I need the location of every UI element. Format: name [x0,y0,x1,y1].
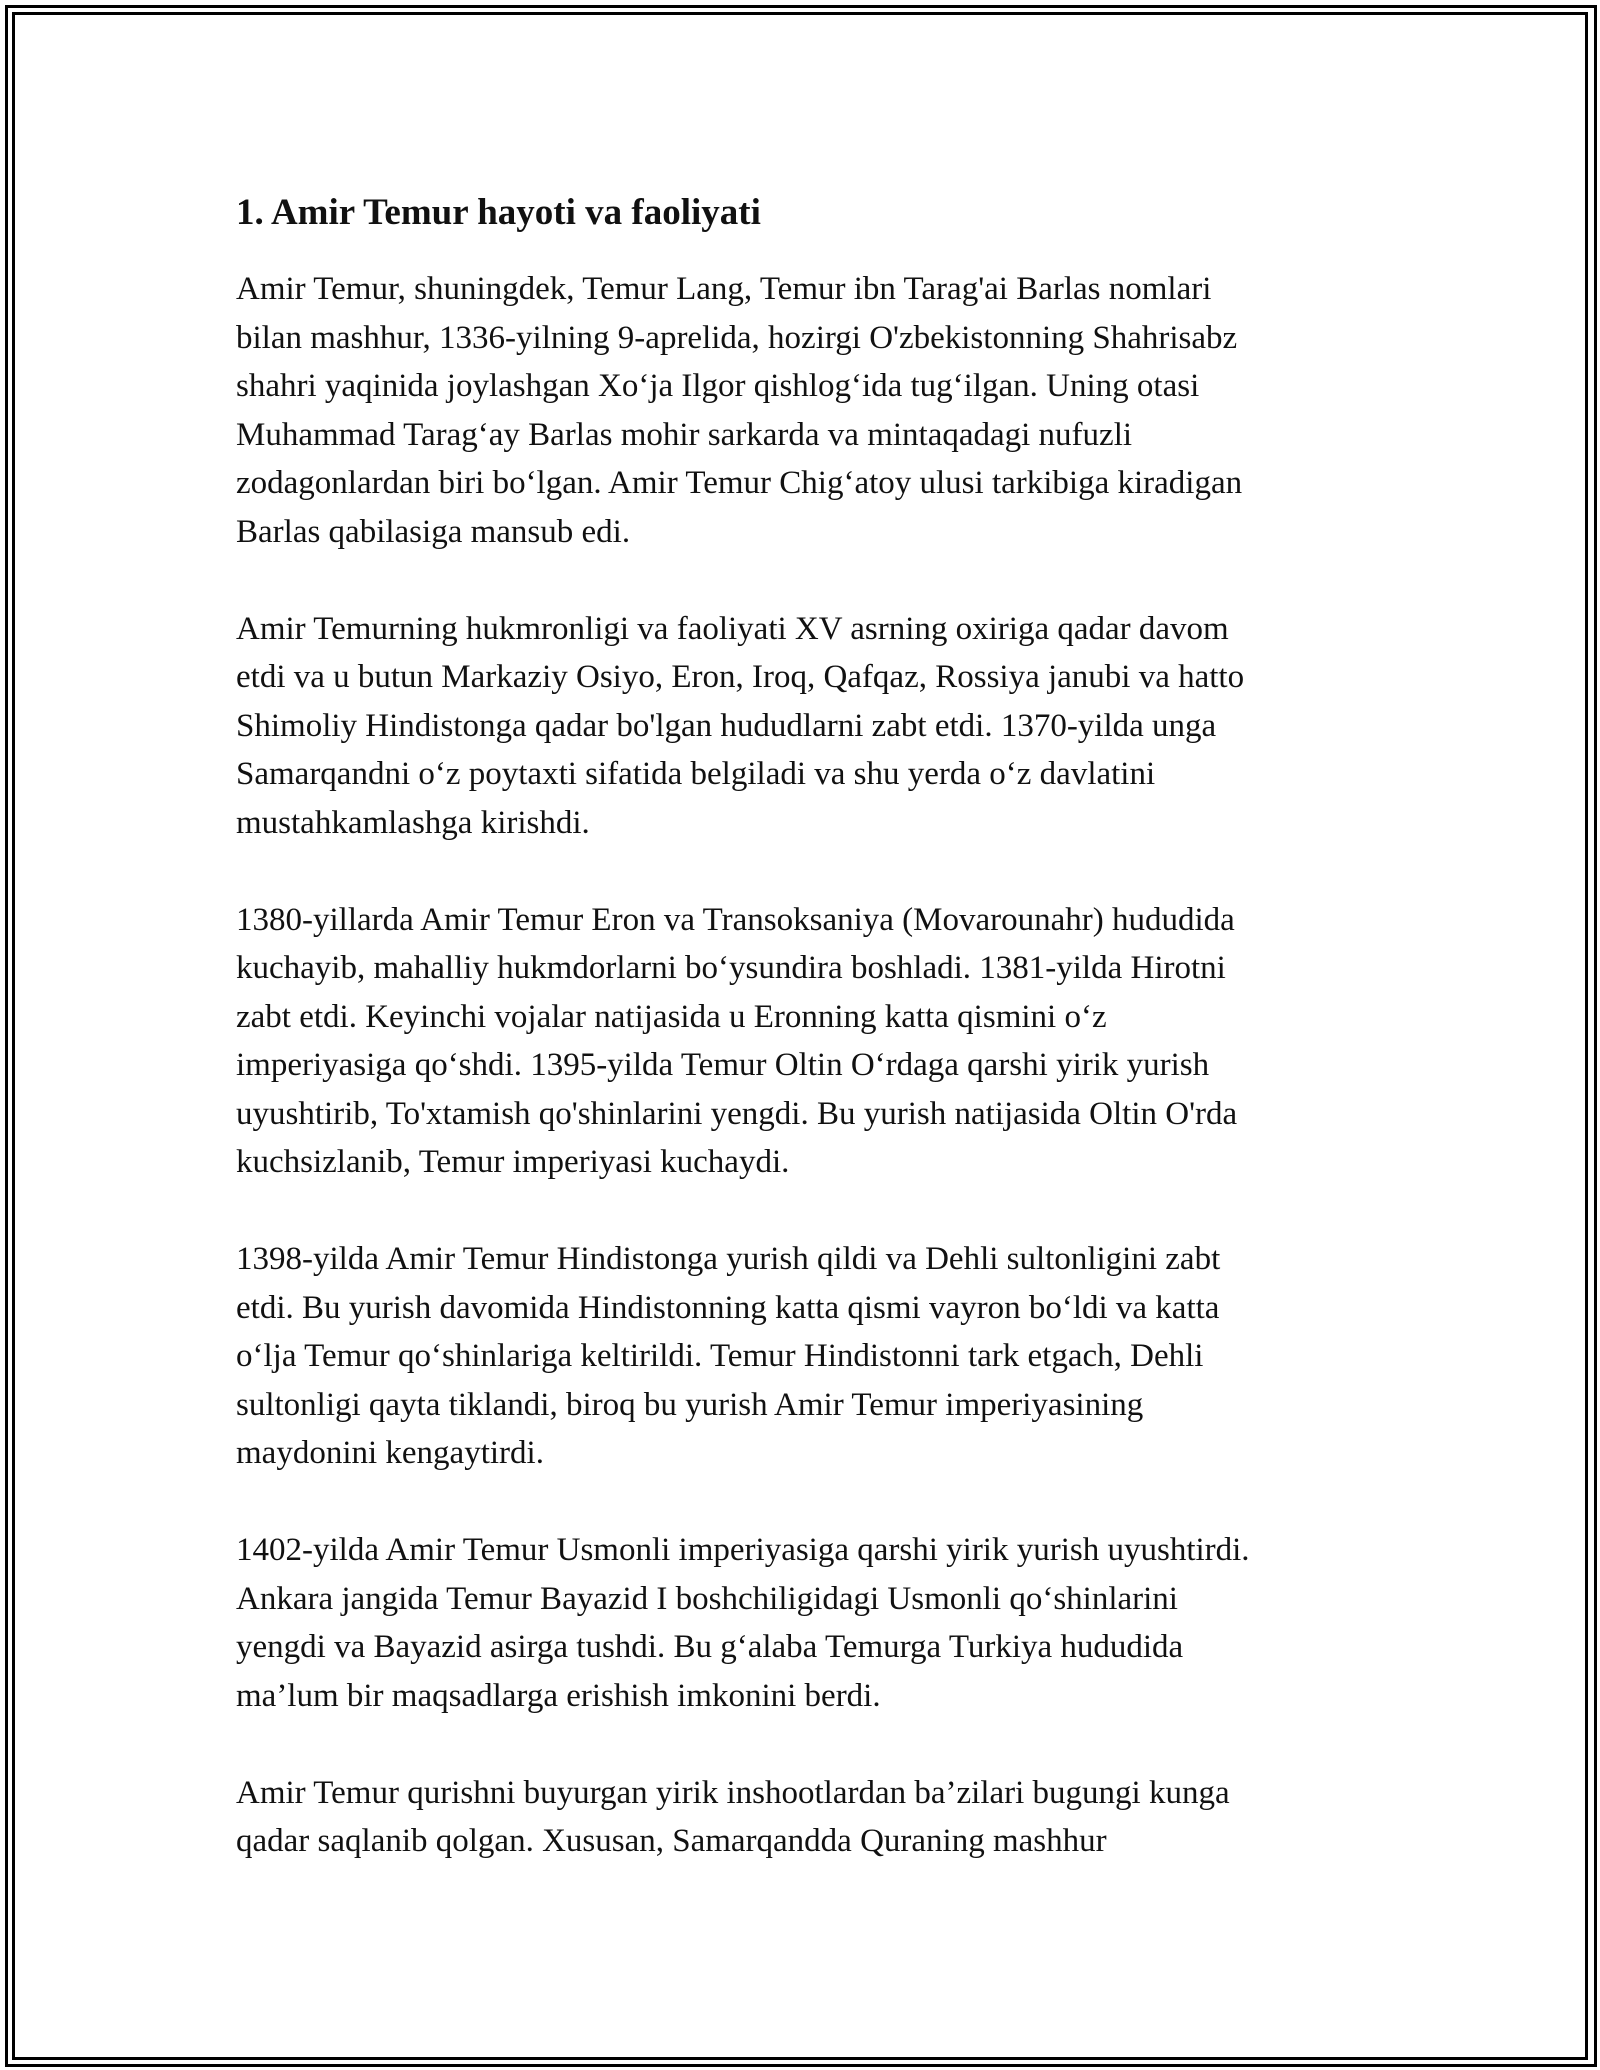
section-heading: 1. Amir Temur hayoti va faoliyati [236,192,761,233]
paragraph-india: 1398-yilda Amir Temur Hindistonga yurish qildi va Dehli sultonligini zabt etdi. Bu yurish davomida Hindistonning katta qismi vayron bo‘ldi va katta o‘lja Temur qo‘shinlariga keltirildi. Temur Hindistonni tark etgach, Dehli sultonligi qayta tiklandi, biroq bu yurish Amir Temur imperiyasining maydonini kengaytirdi. [236,1241,1221,1471]
document-body [236,185,1376,1914]
paragraph-1380s: 1380-yillarda Amir Temur Eron va Transoksaniya (Movarounahr) hududida kuchayib, mahalliy hukmdorlarni bo‘ysundira boshladi. 1381-yilda Hirotni zabt etdi. Keyinchi vojalar natijasida u Eronning katta qismini o‘z imperiyasiga qo‘shdi. 1395-yilda Temur Oltin O‘rdaga qarshi yirik yurish uyushtirib, To'xtamish qo'shinlarini yengdi. Bu yurish natijasida Oltin O'rda kuchsizlanib, Temur imperiyasi kuchaydi. [236,901,1238,1180]
paragraph-ottoman: 1402-yilda Amir Temur Usmonli imperiyasiga qarshi yirik yurish uyushtirdi. Ankara jangida Temur Bayazid I boshchiligidagi Usmonli qo‘shinlarini yengdi va Bayazid asirga tushdi. Bu g‘alaba Temurga Turkiya hududida ma’lum bir maqsadlarga erishish imkonini berdi. [236,1532,1250,1714]
paragraph-birth: Amir Temur, shuningdek, Temur Lang, Temur ibn Tarag'ai Barlas nomlari bilan mashhur, 1336-yilning 9-aprelida, hozirgi O'zbekistonning Shahrisabz shahri yaqinida joylashgan Xo‘ja Ilgor qishlog‘ida tug‘ilgan. Uning otasi Muhammad Tarag‘ay Barlas mohir sarkarda va mintaqadagi nufuzli zodagonlardan biri bo‘lgan. Amir Temur Chig‘atoy ulusi tarkibiga kiradigan Barlas qabilasiga mansub edi. [236,271,1243,550]
paragraph-conquests: Amir Temurning hukmronligi va faoliyati XV asrning oxiriga qadar davom etdi va u butun Markaziy Osiyo, Eron, Iroq, Qafqaz, Rossiya janubi va hatto Shimoliy Hindistonga qadar bo'lgan hududlarni zabt etdi. 1370-yilda unga Samarqandni o‘z poytaxti sifatida belgiladi va shu yerda o‘z davlatini mustahkamlashga kirishdi. [236,610,1245,841]
paragraph-buildings: Amir Temur qurishni buyurgan yirik inshootlardan ba’zilari bugungi kunga qadar saqlanib qolgan. Xususan, Samarqandda Quraning mashhur [236,1774,1230,1859]
